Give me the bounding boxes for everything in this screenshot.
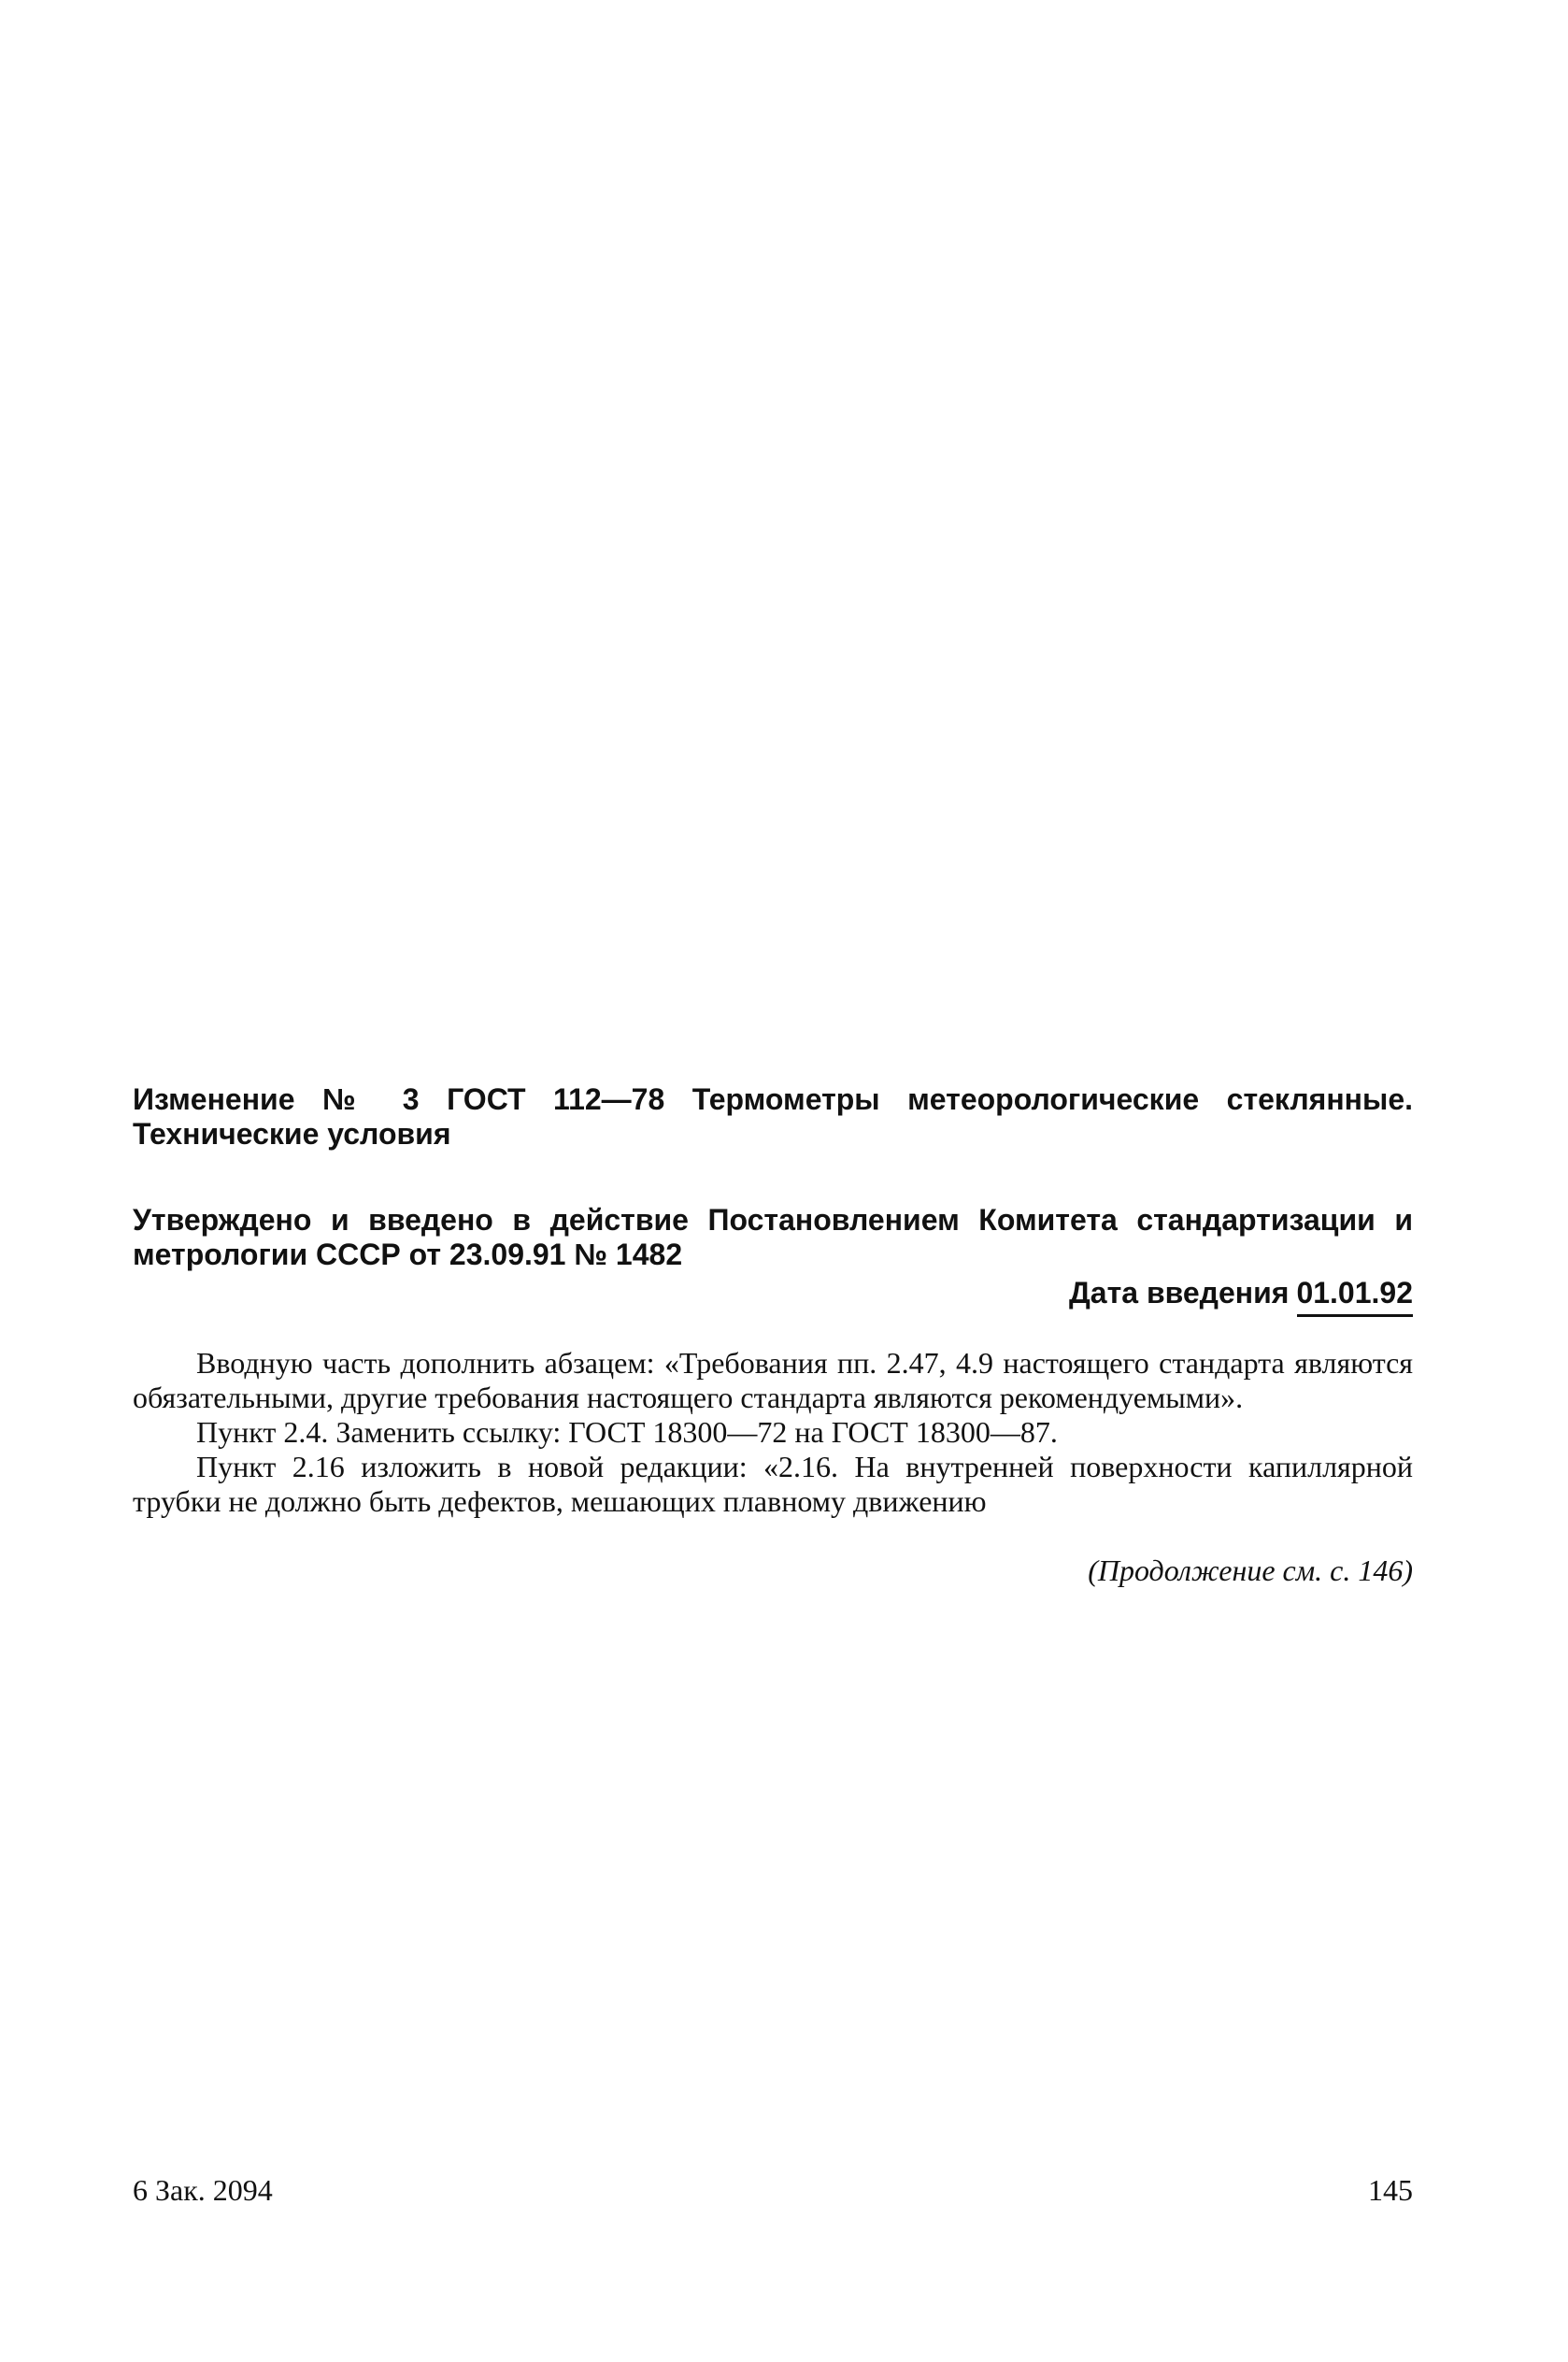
approval-statement: Утверждено и введено в действие Постановлением Комитета стандартизации и метрологии СССР от 23.09.91 № 1482 xyxy=(133,1203,1413,1271)
order-number: 6 Зак. 2094 xyxy=(133,2173,273,2207)
amendment-body xyxy=(133,1346,1413,1519)
body-paragraph: Вводную часть дополнить абзацем: «Требования пп. 2.47, 4.9 настоящего стандарта являются обязательными, другие требования настоящего стандарта являются рекомендуемыми». xyxy=(133,1346,1413,1414)
body-paragraph: Пункт 2.16 изложить в новой редакции: «2.16. На внутренней поверхности капиллярной трубки не должно быть дефектов, мешающих плавному движению xyxy=(133,1450,1413,1518)
effective-date-label: Дата введения xyxy=(1068,1276,1290,1310)
page-number: 145 xyxy=(1368,2173,1413,2207)
date-underline xyxy=(1297,1314,1413,1317)
continuation-note: (Продолжение см. с. 146) xyxy=(1088,1553,1413,1587)
effective-date xyxy=(1069,1274,1413,1311)
effective-date-value: 01.01.92 xyxy=(1296,1276,1413,1310)
amendment-title: Изменение № 3 ГОСТ 112—78 Термометры метеорологические стеклянные. Технические условия xyxy=(133,1082,1413,1151)
body-paragraph: Пункт 2.4. Заменить ссылку: ГОСТ 18300—72 на ГОСТ 18300—87. xyxy=(196,1415,1058,1449)
